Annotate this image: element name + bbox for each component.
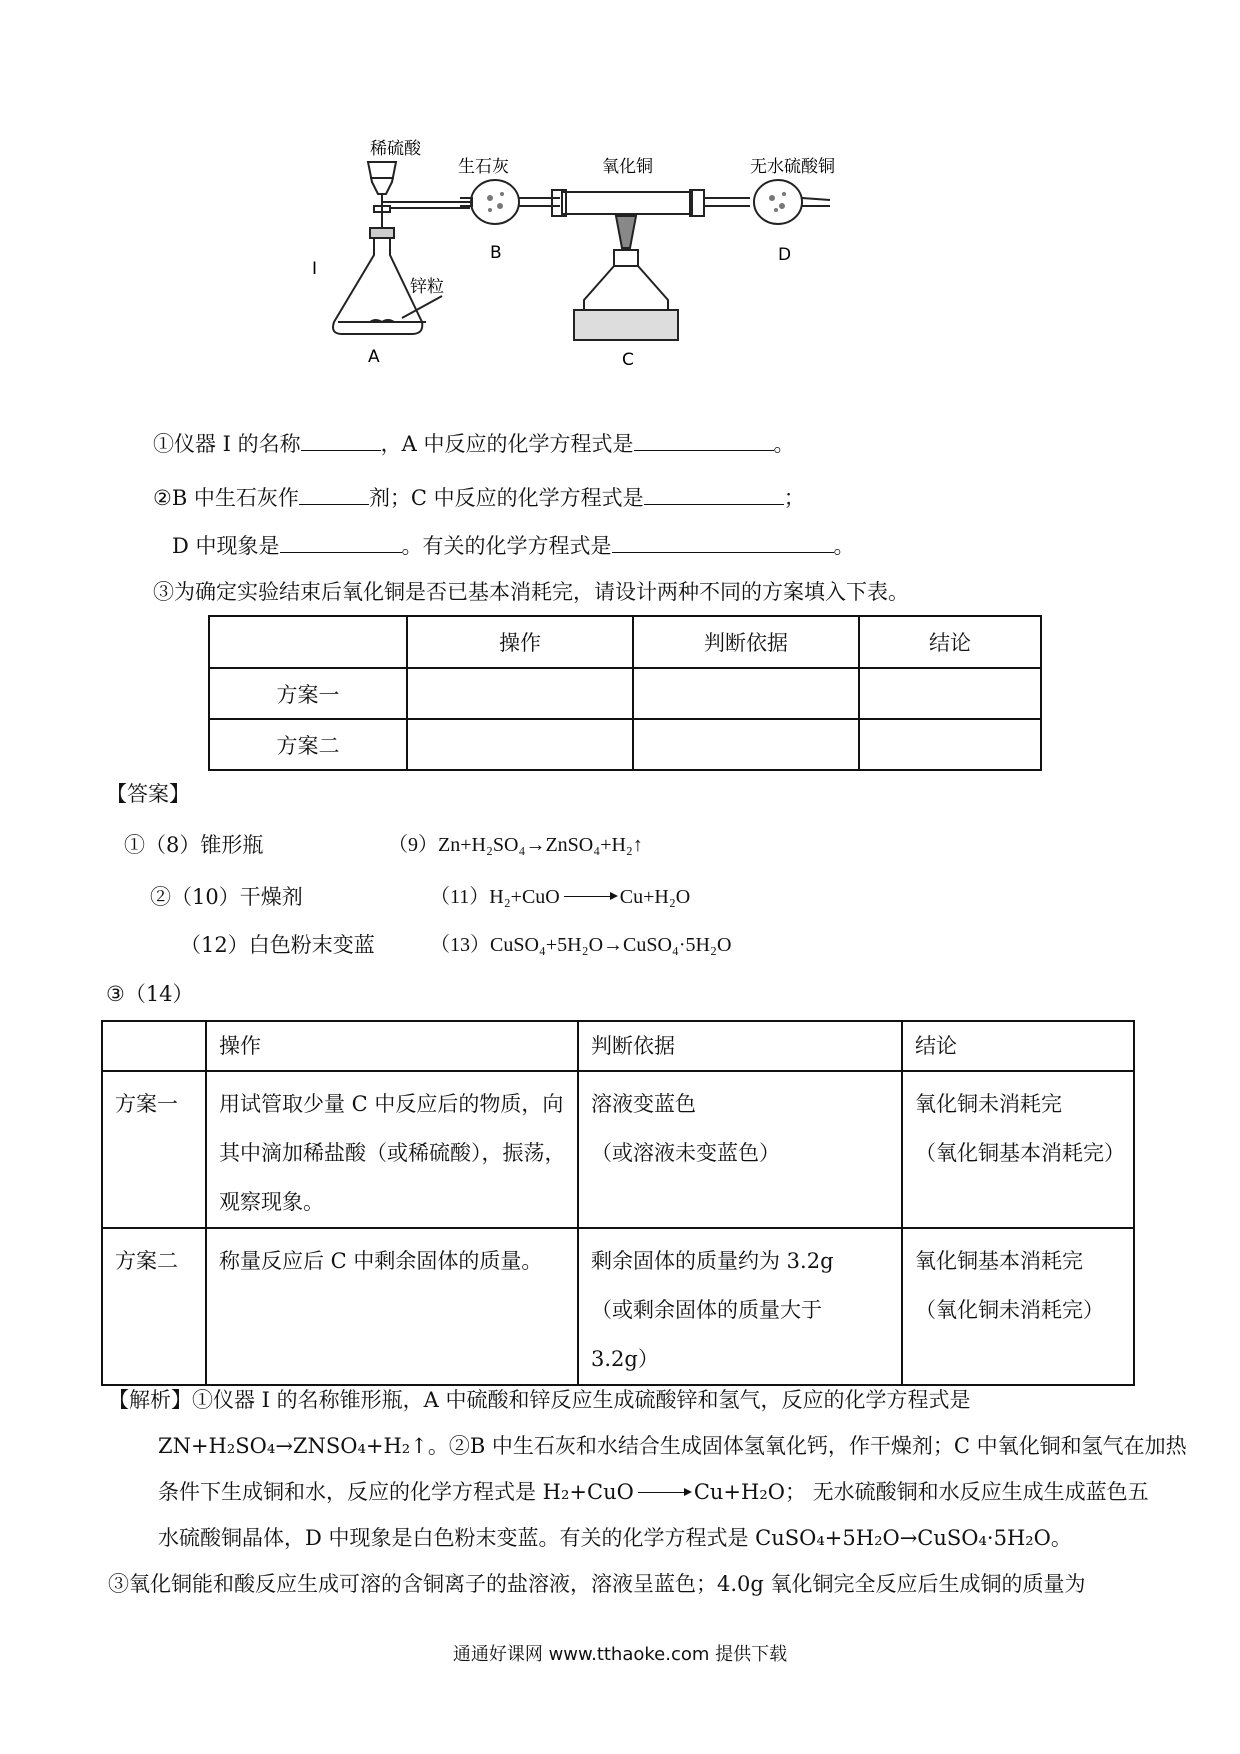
label-B: B [490, 243, 502, 263]
question-2-d: D 中现象是 。有关的化学方程式是 。 [172, 530, 855, 560]
question-1: ①仪器 I 的名称 ，A 中反应的化学方程式是 。 [153, 428, 795, 458]
answer-blank[interactable] [301, 428, 381, 451]
answer-blank[interactable] [634, 428, 774, 451]
label-zinc: 锌粒 [410, 277, 444, 297]
answer-heading: 【答案】 [106, 782, 190, 806]
answer-13: （13）CuSO₄+5H₂O→CuSO₄·5H₂O [430, 934, 732, 956]
table-cell[interactable] [633, 719, 859, 770]
table-cell[interactable] [859, 719, 1041, 770]
analysis-line-5: ③氧化铜能和酸反应生成可溶的含铜离子的盐溶液，溶液呈蓝色；4.0g 氧化铜完全反应后生成铜的质量为 [108, 1572, 1086, 1596]
table-cell[interactable] [407, 719, 633, 770]
label-D: D [778, 245, 792, 265]
analysis-line-3: 条件下生成铜和水，反应的化学方程式是 H₂+CuO Cu+H₂O； 无水硫酸铜和水反应生成生成蓝色五 [158, 1480, 1149, 1504]
answer-table: 操作 判断依据 结论 方案一 用试管取少量 C 中反应后的物质，向 其中滴加稀盐酸（或稀硫酸），振荡， 观察现象。 溶液变蓝色 （或溶液未变蓝色） 氧化铜未消耗完 （氧化铜基本消耗完） 方案二 称量反应后 C 中剩余固体的质量。 剩余固体的质量约为 3.2g （或剩余固体的质量大于 3.2g） 氧化铜基本消耗完 （氧化铜未消耗完） [101, 1020, 1135, 1386]
label-acid: 稀硫酸 [370, 139, 421, 159]
answer-10: ②（10）干燥剂 [150, 885, 303, 909]
answer-blank[interactable] [612, 530, 834, 553]
answer-blank[interactable] [299, 482, 369, 505]
question-table: 操作 判断依据 结论 方案一 方案二 [208, 615, 1042, 771]
label-cuso4: 无水硫酸铜 [750, 157, 835, 177]
answer-blank[interactable] [644, 482, 784, 505]
analysis-line-2: ZN+H₂SO₄→ZNSO₄+H₂↑。②B 中生石灰和水结合生成固体氢氧化钙，作干燥剂；C 中氧化铜和氢气在加热 [158, 1434, 1187, 1458]
table-cell[interactable] [633, 668, 859, 719]
label-lime: 生石灰 [458, 157, 509, 177]
answer-8: ①（8）锥形瓶 [124, 833, 264, 857]
label-C: C [622, 350, 634, 370]
answer-11: （11）H₂+CuO Cu+H₂O [430, 886, 691, 908]
answer-12: （12）白色粉末变蓝 [180, 933, 375, 957]
analysis-line-4: 水硫酸铜晶体，D 中现象是白色粉末变蓝。有关的化学方程式是 CuSO₄+5H₂O→CuSO₄·5H₂O。 [158, 1526, 1072, 1550]
page-footer: 通通好课网 www.tthaoke.com 提供下载 [452, 1644, 788, 1665]
label-cuo: 氧化铜 [602, 157, 653, 177]
table-cell[interactable] [407, 668, 633, 719]
table-row: 方案二 称量反应后 C 中剩余固体的质量。 剩余固体的质量约为 3.2g （或剩余固体的质量大于 3.2g） 氧化铜基本消耗完 （氧化铜未消耗完） [102, 1228, 1134, 1385]
question-3: ③为确定实验结束后氧化铜是否已基本消耗完，请设计两种不同的方案填入下表。 [153, 580, 909, 604]
plan-2-label: 方案二 [209, 719, 407, 770]
label-A: A [368, 347, 380, 367]
table-cell[interactable] [859, 668, 1041, 719]
answer-blank[interactable] [280, 530, 402, 553]
question-2: ②B 中生石灰作 剂；C 中反应的化学方程式是 ； [153, 482, 805, 512]
answer-14: ③（14） [106, 982, 194, 1006]
table-row: 方案一 用试管取少量 C 中反应后的物质，向 其中滴加稀盐酸（或稀硫酸），振荡， 观察现象。 溶液变蓝色 （或溶液未变蓝色） 氧化铜未消耗完 （氧化铜基本消耗完） [102, 1071, 1134, 1228]
arrow-icon [638, 1492, 690, 1493]
label-instrument: I [312, 259, 318, 279]
apparatus-diagram [312, 139, 950, 420]
answer-9: （9）Zn+H₂SO₄→ZnSO₄+H₂↑ [388, 834, 643, 856]
arrow-icon [564, 896, 616, 897]
plan-1-label: 方案一 [209, 668, 407, 719]
analysis-line-1: 【解析】①仪器 I 的名称锥形瓶，A 中硫酸和锌反应生成硫酸锌和氢气，反应的化学方程式是 [108, 1388, 971, 1412]
